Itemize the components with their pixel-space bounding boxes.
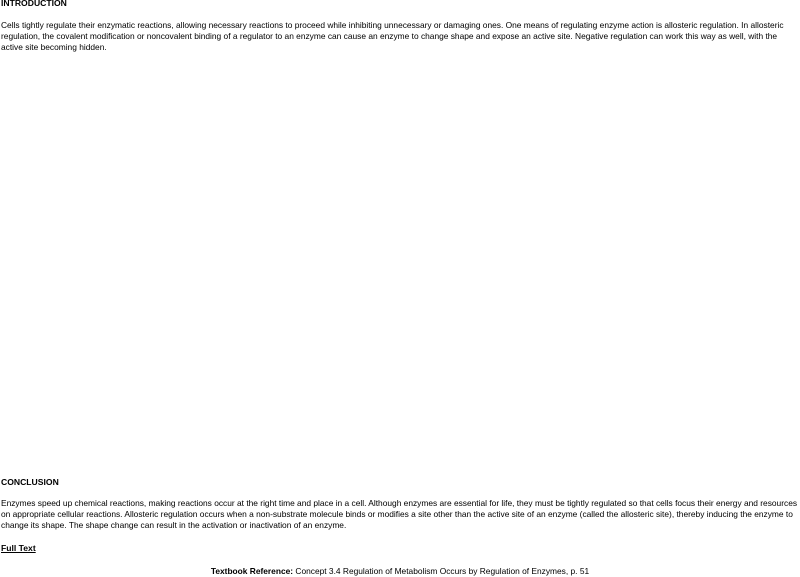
textbook-reference — [0, 566, 800, 577]
introduction-heading: INTRODUCTION — [1, 0, 67, 8]
textbook-reference-label: Textbook Reference: — [210, 566, 294, 576]
full-text-link[interactable]: Full Text — [1, 543, 36, 553]
conclusion-heading: CONCLUSION — [1, 477, 59, 487]
conclusion-text: Enzymes speed up chemical reactions, making reactions occur at the right time and place in a cell. Although enzymes are essential for life, they must be tightly regulated so that cells focus their energy and resources on appropriate cellular reactions. Allosteric regulation occurs when a non-substrate molecule binds or modifies a site other than the active site of an enzyme (called the allosteric site), thereby inducing the enzyme to change its shape. The shape change can result in the activation or inactivation of an enzyme. — [1, 498, 798, 530]
textbook-reference-text: Concept 3.4 Regulation of Metabolism Occurs by Regulation of Enzymes, p. 51 — [293, 566, 590, 576]
introduction-text: Cells tightly regulate their enzymatic reactions, allowing necessary reactions to proceed while inhibiting unnecessary or damaging ones. One means of regulating enzyme action is allosteric regulation. In allosteric regulation, the covalent modification or noncovalent binding of a regulator to an enzyme can cause an enzyme to change shape and expose an active site. Negative regulation can work this way as well, with the active site becoming hidden. — [1, 20, 784, 52]
